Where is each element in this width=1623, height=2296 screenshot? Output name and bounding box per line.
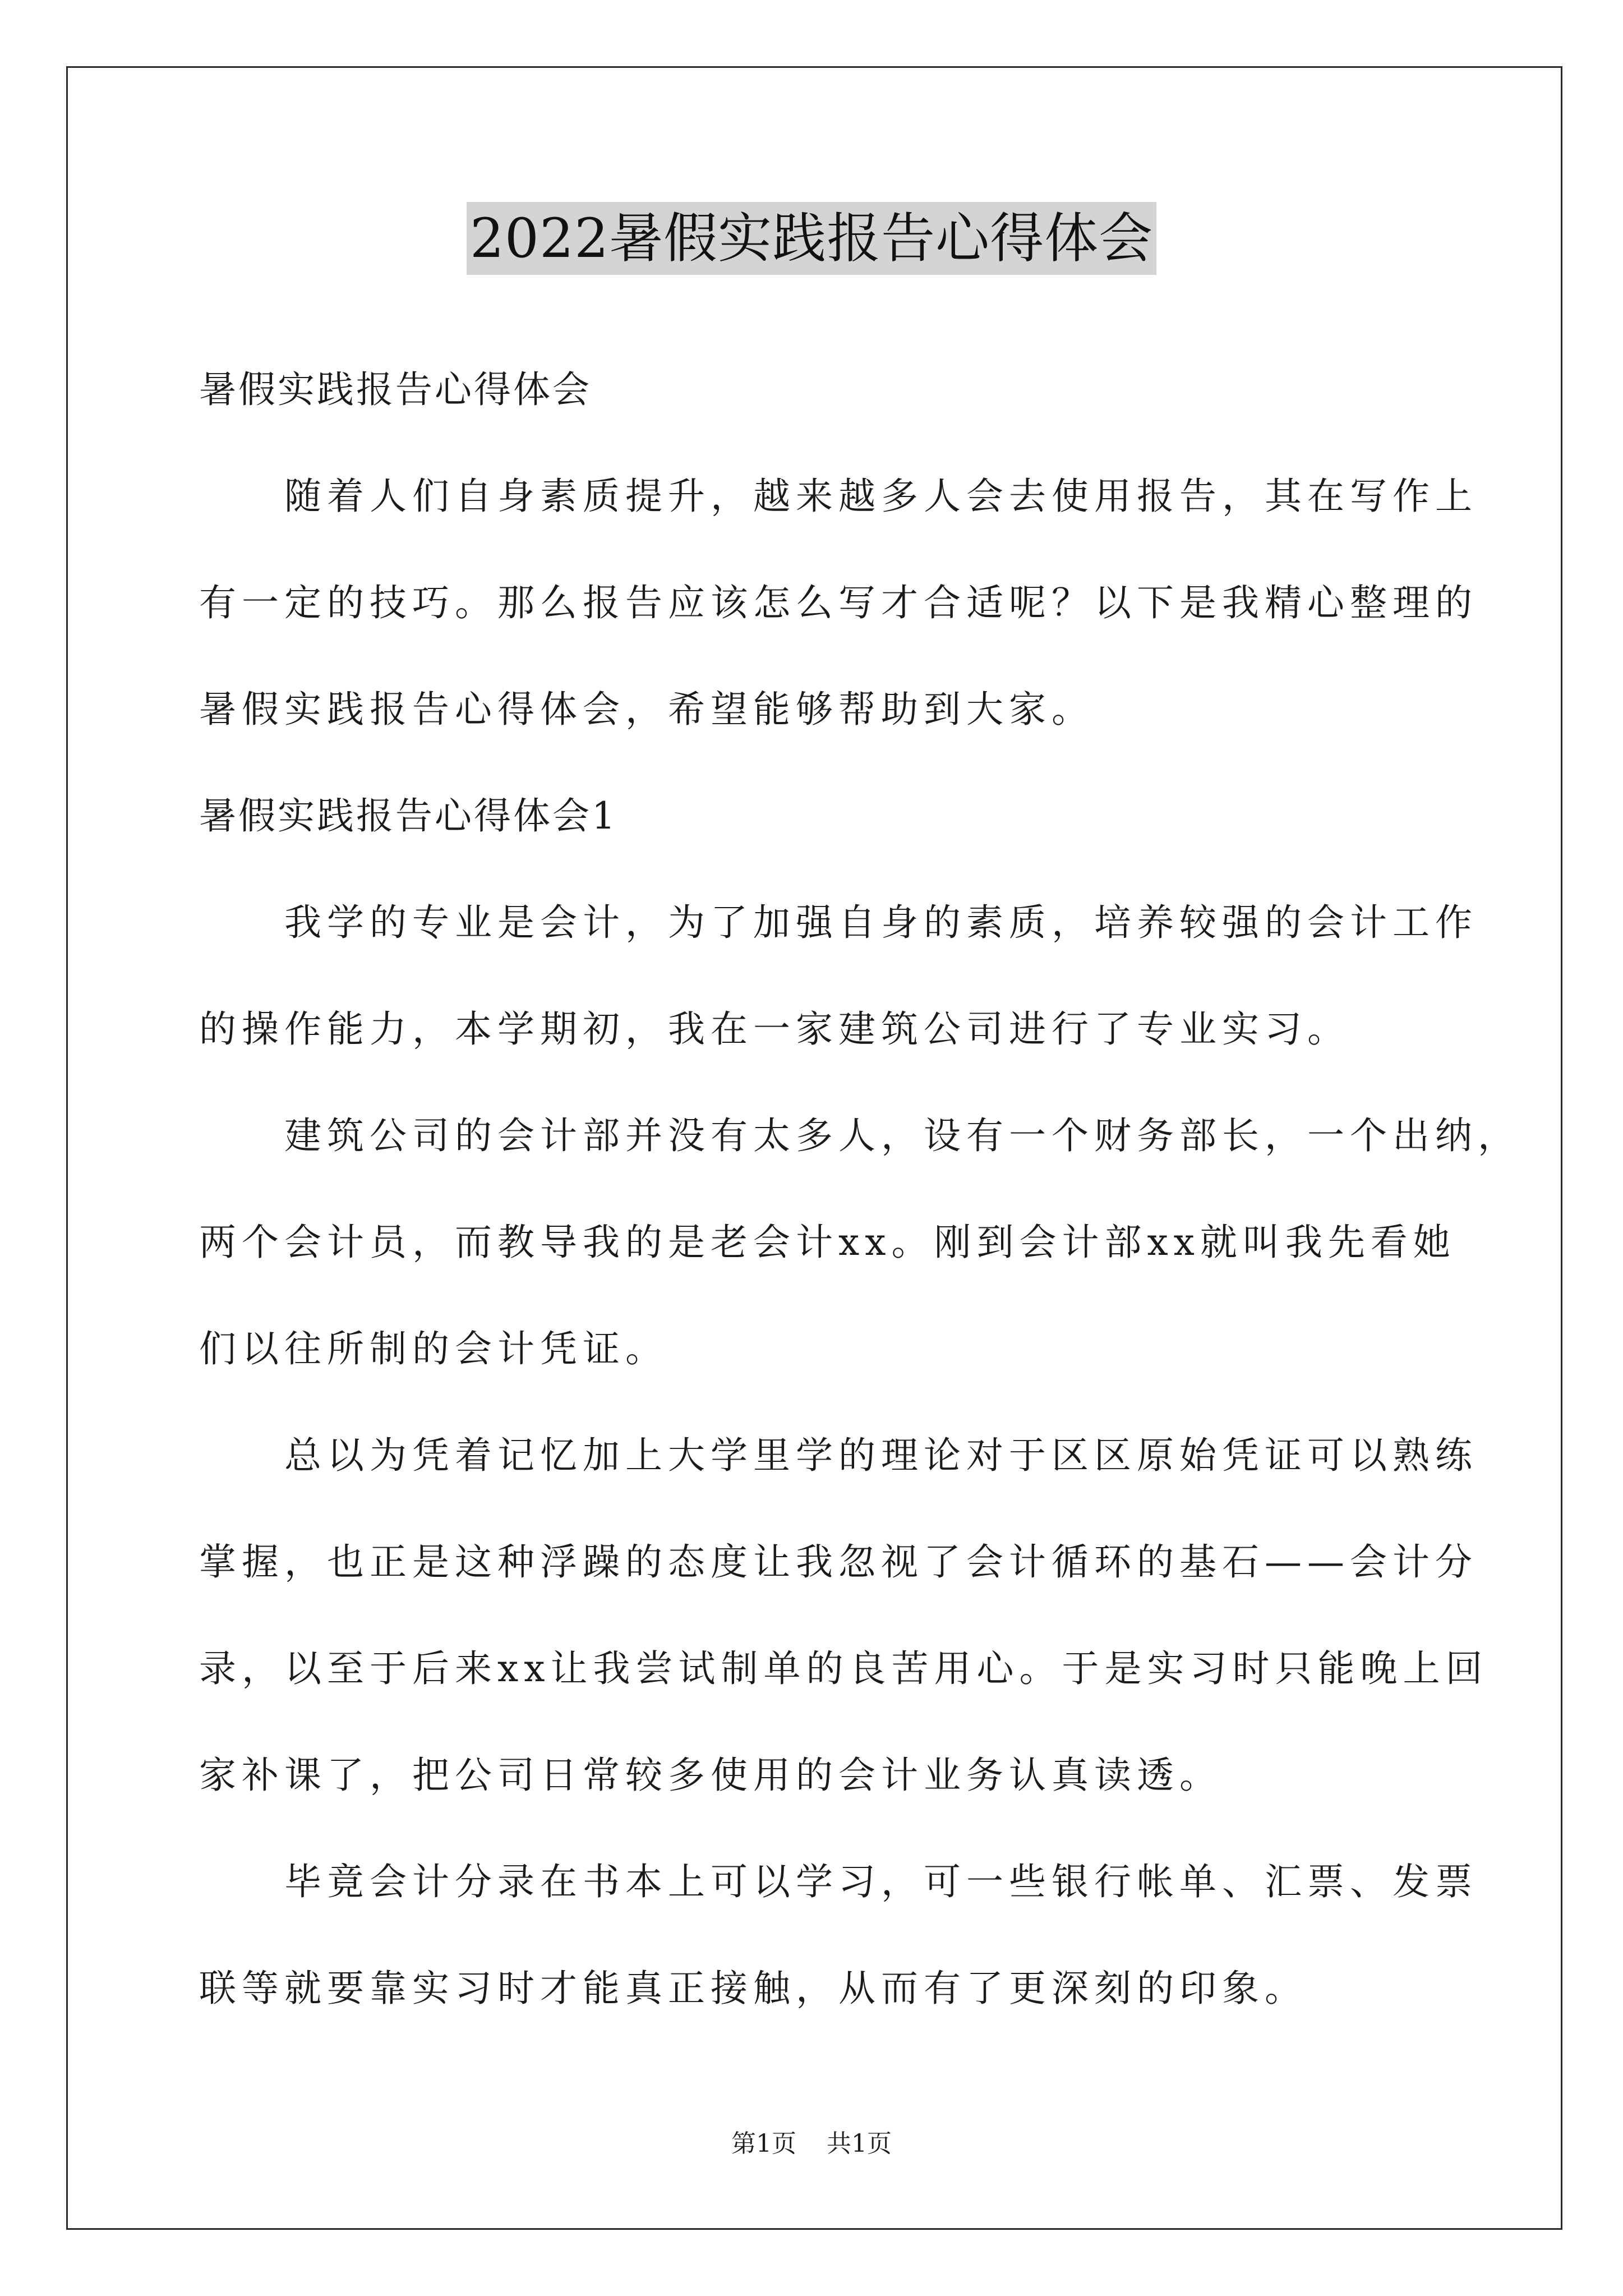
intro-paragraph	[199, 443, 1478, 763]
paragraph-3	[199, 1402, 1488, 1829]
paragraph-4	[199, 1829, 1478, 2042]
section-heading: 暑假实践报告心得体会1	[199, 794, 617, 838]
paragraph-line: 建筑公司的会计部并没有太多人，设有一个财务部长，一个出纳，	[284, 1114, 1520, 1157]
paragraph-line: 毕竟会计分录在书本上可以学习，可一些银行帐单、汇票、发票	[284, 1860, 1478, 1903]
paragraph-line: 掌握，也正是这种浮躁的态度让我忽视了会计循环的基石——会计分	[199, 1540, 1478, 1584]
paragraph-line: 暑假实践报告心得体会，希望能够帮助到大家。	[199, 688, 1094, 731]
paragraph-line: 总以为凭着记忆加上大学里学的理论对于区区原始凭证可以熟练	[284, 1434, 1478, 1477]
paragraph-2	[199, 1083, 1520, 1402]
document-body	[199, 337, 1520, 2042]
paragraph-1	[199, 869, 1478, 1083]
paragraph-line: 两个会计员，而教导我的是老会计xx。刚到会计部xx就叫我先看她	[199, 1221, 1456, 1264]
paragraph-line: 录，以至于后来xx让我尝试制单的良苦用心。于是实习时只能晚上回	[199, 1647, 1488, 1690]
paragraph-line: 联等就要靠实习时才能真正接触，从而有了更深刻的印象。	[199, 1967, 1307, 2010]
paragraph-line: 有一定的技巧。那么报告应该怎么写才合适呢？以下是我精心整理的	[199, 581, 1478, 624]
paragraph-line: 随着人们自身素质提升，越来越多人会去使用报告，其在写作上	[284, 475, 1478, 518]
page-number-current: 第1页	[731, 2129, 796, 2158]
page-number-total: 共1页	[827, 2129, 892, 2158]
title-container	[0, 202, 1623, 275]
document-title: 2022暑假实践报告心得体会	[467, 202, 1156, 275]
page-footer	[0, 2127, 1623, 2161]
paragraph-line: 我学的专业是会计，为了加强自身的素质，培养较强的会计工作	[284, 901, 1478, 944]
paragraph-line: 的操作能力，本学期初，我在一家建筑公司进行了专业实习。	[199, 1007, 1350, 1051]
paragraph-line: 家补课了，把公司日常较多使用的会计业务认真读透。	[199, 1754, 1222, 1797]
subtitle: 暑假实践报告心得体会	[199, 368, 592, 411]
paragraph-line: 们以往所制的会计凭证。	[199, 1327, 668, 1370]
